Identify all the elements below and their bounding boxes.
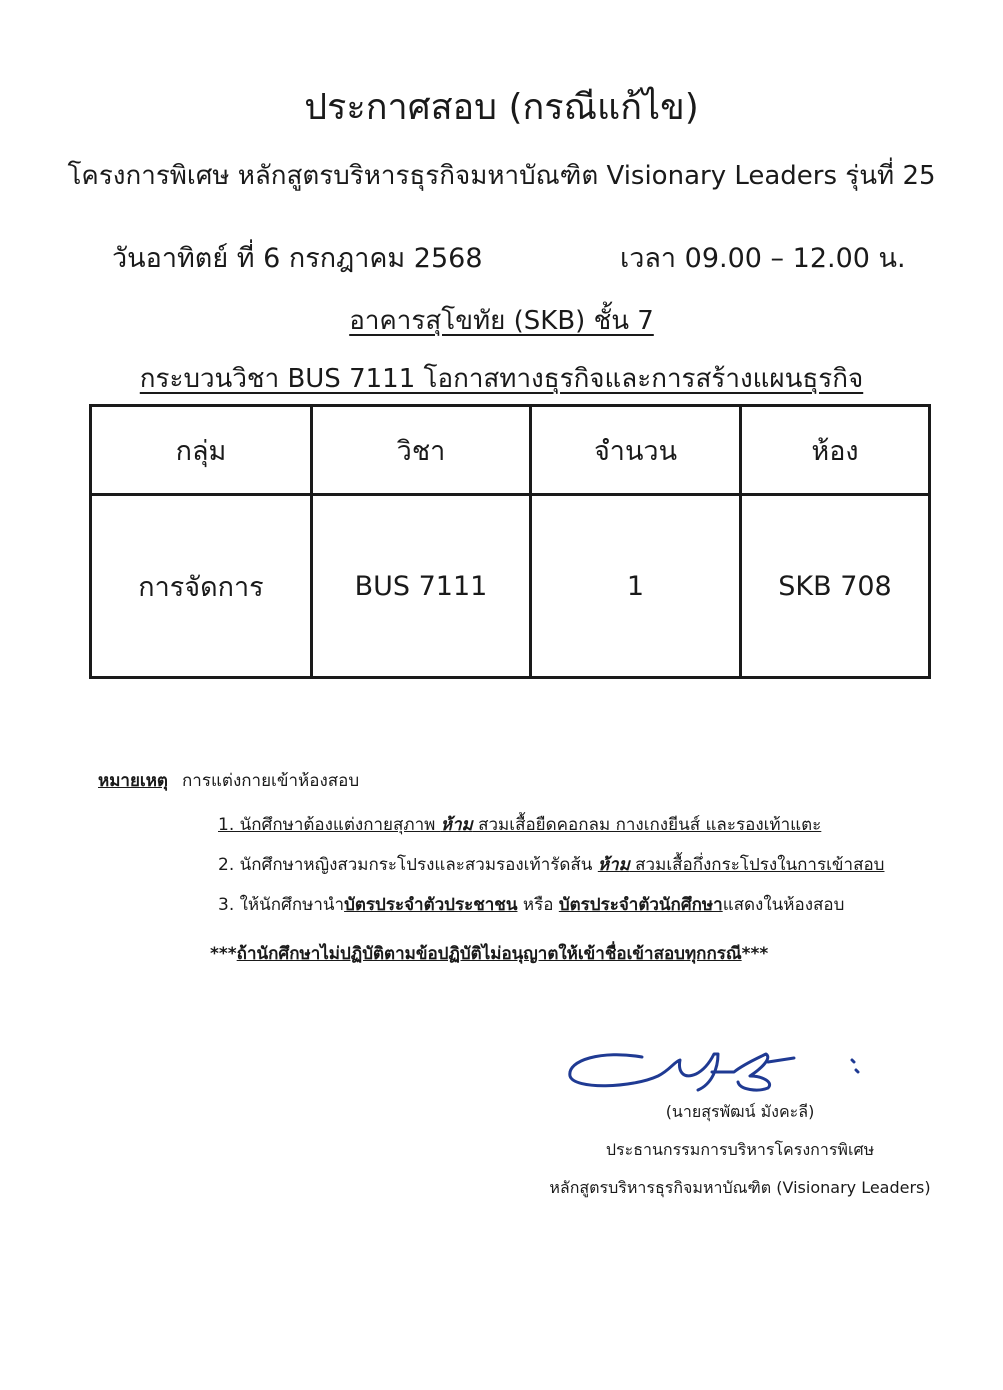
rule-3-rest: แสดงในห้องสอบ: [722, 895, 845, 915]
exam-date: วันอาทิตย์ ที่ 6 กรกฎาคม 2568: [112, 243, 483, 274]
cell-room: SKB 708: [741, 495, 930, 678]
signature-image: [562, 1032, 882, 1102]
rule-3-prefix: 3. ให้นักศึกษานำ: [218, 895, 345, 915]
signatory-position: ประธานกรรมการบริหารโครงการพิเศษ: [605, 1140, 875, 1159]
notes-label: หมายเหตุ: [98, 771, 168, 791]
rule-2-prefix: 2. นักศึกษาหญิงสวมกระโปรงและสวมรองเท้ารัดส้น: [218, 855, 598, 875]
header-room: ห้อง: [741, 406, 930, 495]
page-title: ประกาศสอบ (กรณีแก้ไข): [304, 87, 699, 128]
exam-course: [0, 358, 1003, 399]
rule-2-rest: สวมเสื้อกึ่งกระโปรงในการเข้าสอบ: [629, 855, 885, 875]
program-subtitle: โครงการพิเศษ หลักสูตรบริหารธุรกิจมหาบัณฑิต Visionary Leaders รุ่นที่ 25: [67, 161, 936, 191]
table-row: [91, 495, 930, 678]
cell-group: การจัดการ: [91, 495, 312, 678]
signatory-program: หลักสูตรบริหารธุรกิจมหาบัณฑิต (Visionary Leaders): [549, 1178, 931, 1197]
header-group: กลุ่ม: [91, 406, 312, 495]
rule-3: [218, 891, 844, 918]
signatory-name: (นายสุรพัฒน์ มังคะลี): [665, 1102, 815, 1121]
rule-2: [218, 851, 884, 878]
rule-3-id-card: บัตรประจำตัวประชาชน: [344, 895, 518, 915]
exam-building: [0, 300, 1003, 341]
exam-time: เวลา 09.00 – 12.00 น.: [620, 243, 906, 274]
rule-1-rest: สวมเสื้อยืดคอกลม กางเกงยีนส์ และรองเท้าแตะ: [472, 815, 822, 835]
warning-note: [210, 940, 768, 967]
rule-1-emphasis: ห้าม: [440, 815, 473, 835]
cell-count: 1: [531, 495, 741, 678]
exam-building-text: อาคารสุโขทัย (SKB) ชั้น 7: [349, 306, 654, 336]
table-header-row: [91, 406, 930, 495]
notes-heading: [98, 767, 359, 794]
warning-stars-left: ***: [210, 944, 237, 964]
header-subject: วิชา: [312, 406, 531, 495]
warning-text: ถ้านักศึกษาไม่ปฏิบัติตามข้อปฏิบัติไม่อนุญาตให้เข้าชื่อเข้าสอบทุกกรณี: [236, 944, 742, 964]
exam-course-text: กระบวนวิชา BUS 7111 โอกาสทางธุรกิจและการสร้างแผนธุรกิจ: [139, 364, 864, 394]
rule-3-student-card: บัตรประจำตัวนักศึกษา: [558, 895, 723, 915]
warning-stars-right: ***: [741, 944, 769, 964]
exam-table: [89, 404, 931, 679]
rule-3-mid: หรือ: [517, 895, 559, 915]
rule-1: [218, 811, 821, 838]
rule-1-prefix: 1. นักศึกษาต้องแต่งกายสุภาพ: [218, 815, 441, 835]
rule-2-emphasis: ห้าม: [597, 855, 630, 875]
header-count: จำนวน: [531, 406, 741, 495]
cell-subject: BUS 7111: [312, 495, 531, 678]
notes-heading-text: การแต่งกายเข้าห้องสอบ: [181, 771, 360, 791]
